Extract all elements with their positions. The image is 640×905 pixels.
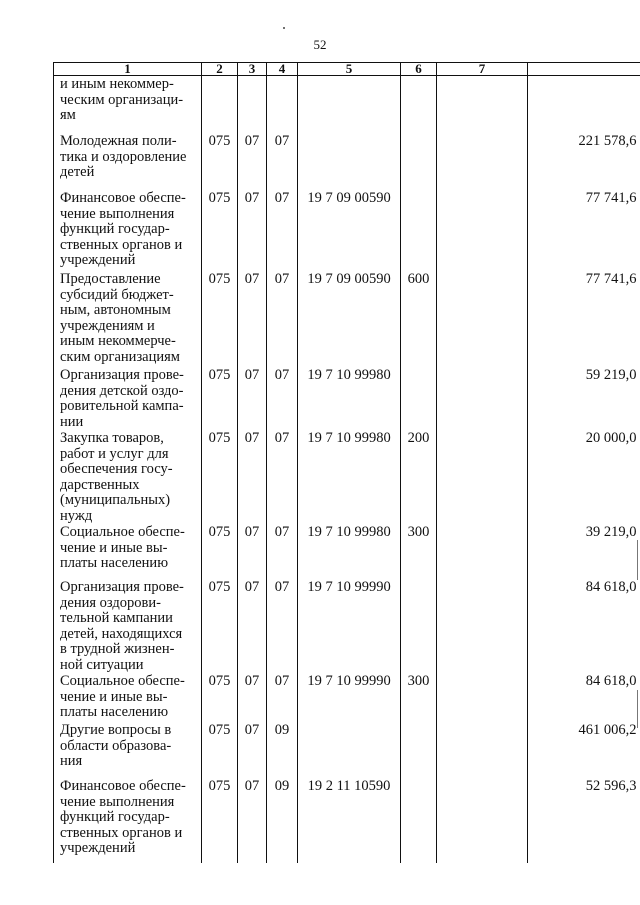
amount-cell: 84 618,0 xyxy=(528,579,640,673)
target-article-cell xyxy=(298,133,401,190)
section-code-cell: 07 xyxy=(238,271,267,367)
col-7-cell xyxy=(437,430,528,524)
header-row xyxy=(54,63,640,76)
budget-table xyxy=(53,62,640,863)
header-col-7: 7 xyxy=(437,63,528,76)
expense-type-cell xyxy=(401,579,437,673)
header-col-6: 6 xyxy=(401,63,437,76)
subsection-code-cell: 07 xyxy=(267,190,298,271)
amount-cell: 52 596,3 xyxy=(528,778,640,863)
target-article-cell: 19 7 10 99990 xyxy=(298,673,401,722)
subsection-code-cell: 09 xyxy=(267,722,298,778)
scan-speck xyxy=(283,27,285,29)
col-7-cell xyxy=(437,524,528,579)
col-7-cell xyxy=(437,190,528,271)
admin-code-cell xyxy=(202,76,238,134)
expense-type-cell: 600 xyxy=(401,271,437,367)
section-code-cell xyxy=(238,76,267,134)
row-name-cell: Другие вопросы в области образова- ния xyxy=(54,722,202,778)
section-code-cell: 07 xyxy=(238,367,267,430)
table-row xyxy=(54,722,640,778)
row-name-cell: и иным некоммер- ческим организаци- ям xyxy=(54,76,202,134)
section-code-cell: 07 xyxy=(238,133,267,190)
col-7-cell xyxy=(437,579,528,673)
amount-cell: 77 741,6 xyxy=(528,271,640,367)
admin-code-cell: 075 xyxy=(202,367,238,430)
amount-cell: 59 219,0 xyxy=(528,367,640,430)
amount-cell: 39 219,0 xyxy=(528,524,640,579)
table-row xyxy=(54,778,640,863)
header-col-3: 3 xyxy=(238,63,267,76)
col-7-cell xyxy=(437,133,528,190)
expense-type-cell xyxy=(401,722,437,778)
section-code-cell: 07 xyxy=(238,579,267,673)
target-article-cell: 19 2 11 10590 xyxy=(298,778,401,863)
target-article-cell: 19 7 10 99980 xyxy=(298,524,401,579)
col-7-cell xyxy=(437,271,528,367)
amount-cell: 461 006,2 xyxy=(528,722,640,778)
expense-type-cell xyxy=(401,133,437,190)
admin-code-cell: 075 xyxy=(202,673,238,722)
expense-type-cell: 200 xyxy=(401,430,437,524)
row-name-cell: Организация прове- дения детской оздо- ровительной кампа- нии xyxy=(54,367,202,430)
section-code-cell: 07 xyxy=(238,524,267,579)
header-col-1: 1 xyxy=(54,63,202,76)
admin-code-cell: 075 xyxy=(202,133,238,190)
section-code-cell: 07 xyxy=(238,673,267,722)
target-article-cell xyxy=(298,722,401,778)
scan-edge-mark xyxy=(637,540,638,580)
admin-code-cell: 075 xyxy=(202,190,238,271)
admin-code-cell: 075 xyxy=(202,722,238,778)
subsection-code-cell: 07 xyxy=(267,430,298,524)
col-7-cell xyxy=(437,778,528,863)
header-col-4: 4 xyxy=(267,63,298,76)
col-7-cell xyxy=(437,722,528,778)
header-col-5: 5 xyxy=(298,63,401,76)
col-7-cell xyxy=(437,367,528,430)
subsection-code-cell: 07 xyxy=(267,133,298,190)
row-name-cell: Финансовое обеспе- чение выполнения функций государ- ственных органов и учреждений xyxy=(54,190,202,271)
row-name-cell: Предоставление субсидий бюджет- ным, автономным учреждениям и иным некоммерче- ским организациям xyxy=(54,271,202,367)
table-row xyxy=(54,579,640,673)
table-row xyxy=(54,524,640,579)
section-code-cell: 07 xyxy=(238,778,267,863)
table-row xyxy=(54,133,640,190)
expense-type-cell xyxy=(401,76,437,134)
row-name-cell: Молодежная поли- тика и оздоровление детей xyxy=(54,133,202,190)
expense-type-cell xyxy=(401,367,437,430)
target-article-cell: 19 7 09 00590 xyxy=(298,190,401,271)
amount-cell: 221 578,6 xyxy=(528,133,640,190)
subsection-code-cell: 07 xyxy=(267,271,298,367)
table-row xyxy=(54,190,640,271)
subsection-code-cell xyxy=(267,76,298,134)
subsection-code-cell: 07 xyxy=(267,367,298,430)
admin-code-cell: 075 xyxy=(202,271,238,367)
section-code-cell: 07 xyxy=(238,722,267,778)
target-article-cell: 19 7 10 99980 xyxy=(298,430,401,524)
expense-type-cell: 300 xyxy=(401,673,437,722)
row-name-cell: Закупка товаров, работ и услуг для обеспечения госу- дарственных (муниципальных) нужд xyxy=(54,430,202,524)
subsection-code-cell: 07 xyxy=(267,673,298,722)
admin-code-cell: 075 xyxy=(202,778,238,863)
table-row xyxy=(54,673,640,722)
section-code-cell: 07 xyxy=(238,190,267,271)
row-name-cell: Социальное обеспе- чение и иные вы- платы населению xyxy=(54,524,202,579)
amount-cell: 20 000,0 xyxy=(528,430,640,524)
amount-cell: 84 618,0 xyxy=(528,673,640,722)
target-article-cell: 19 7 09 00590 xyxy=(298,271,401,367)
admin-code-cell: 075 xyxy=(202,579,238,673)
header-col-2: 2 xyxy=(202,63,238,76)
admin-code-cell: 075 xyxy=(202,524,238,579)
expense-type-cell xyxy=(401,190,437,271)
amount-cell xyxy=(528,76,640,134)
table-row xyxy=(54,76,640,134)
amount-cell: 77 741,6 xyxy=(528,190,640,271)
expense-type-cell xyxy=(401,778,437,863)
target-article-cell xyxy=(298,76,401,134)
section-code-cell: 07 xyxy=(238,430,267,524)
subsection-code-cell: 09 xyxy=(267,778,298,863)
target-article-cell: 19 7 10 99980 xyxy=(298,367,401,430)
page-number: 52 xyxy=(313,37,327,52)
row-name-cell: Организация прове- дения оздорови- тельной кампании детей, находящихся в трудной жизнен- ной ситуации xyxy=(54,579,202,673)
table-row xyxy=(54,271,640,367)
table-row xyxy=(54,430,640,524)
table-row xyxy=(54,367,640,430)
row-name-cell: Финансовое обеспе- чение выполнения функций государ- ственных органов и учреждений xyxy=(54,778,202,863)
target-article-cell: 19 7 10 99990 xyxy=(298,579,401,673)
col-7-cell xyxy=(437,673,528,722)
scan-edge-mark xyxy=(637,690,638,728)
expense-type-cell: 300 xyxy=(401,524,437,579)
col-7-cell xyxy=(437,76,528,134)
subsection-code-cell: 07 xyxy=(267,524,298,579)
subsection-code-cell: 07 xyxy=(267,579,298,673)
row-name-cell: Социальное обеспе- чение и иные вы- платы населению xyxy=(54,673,202,722)
admin-code-cell: 075 xyxy=(202,430,238,524)
header-col-8 xyxy=(528,63,640,76)
